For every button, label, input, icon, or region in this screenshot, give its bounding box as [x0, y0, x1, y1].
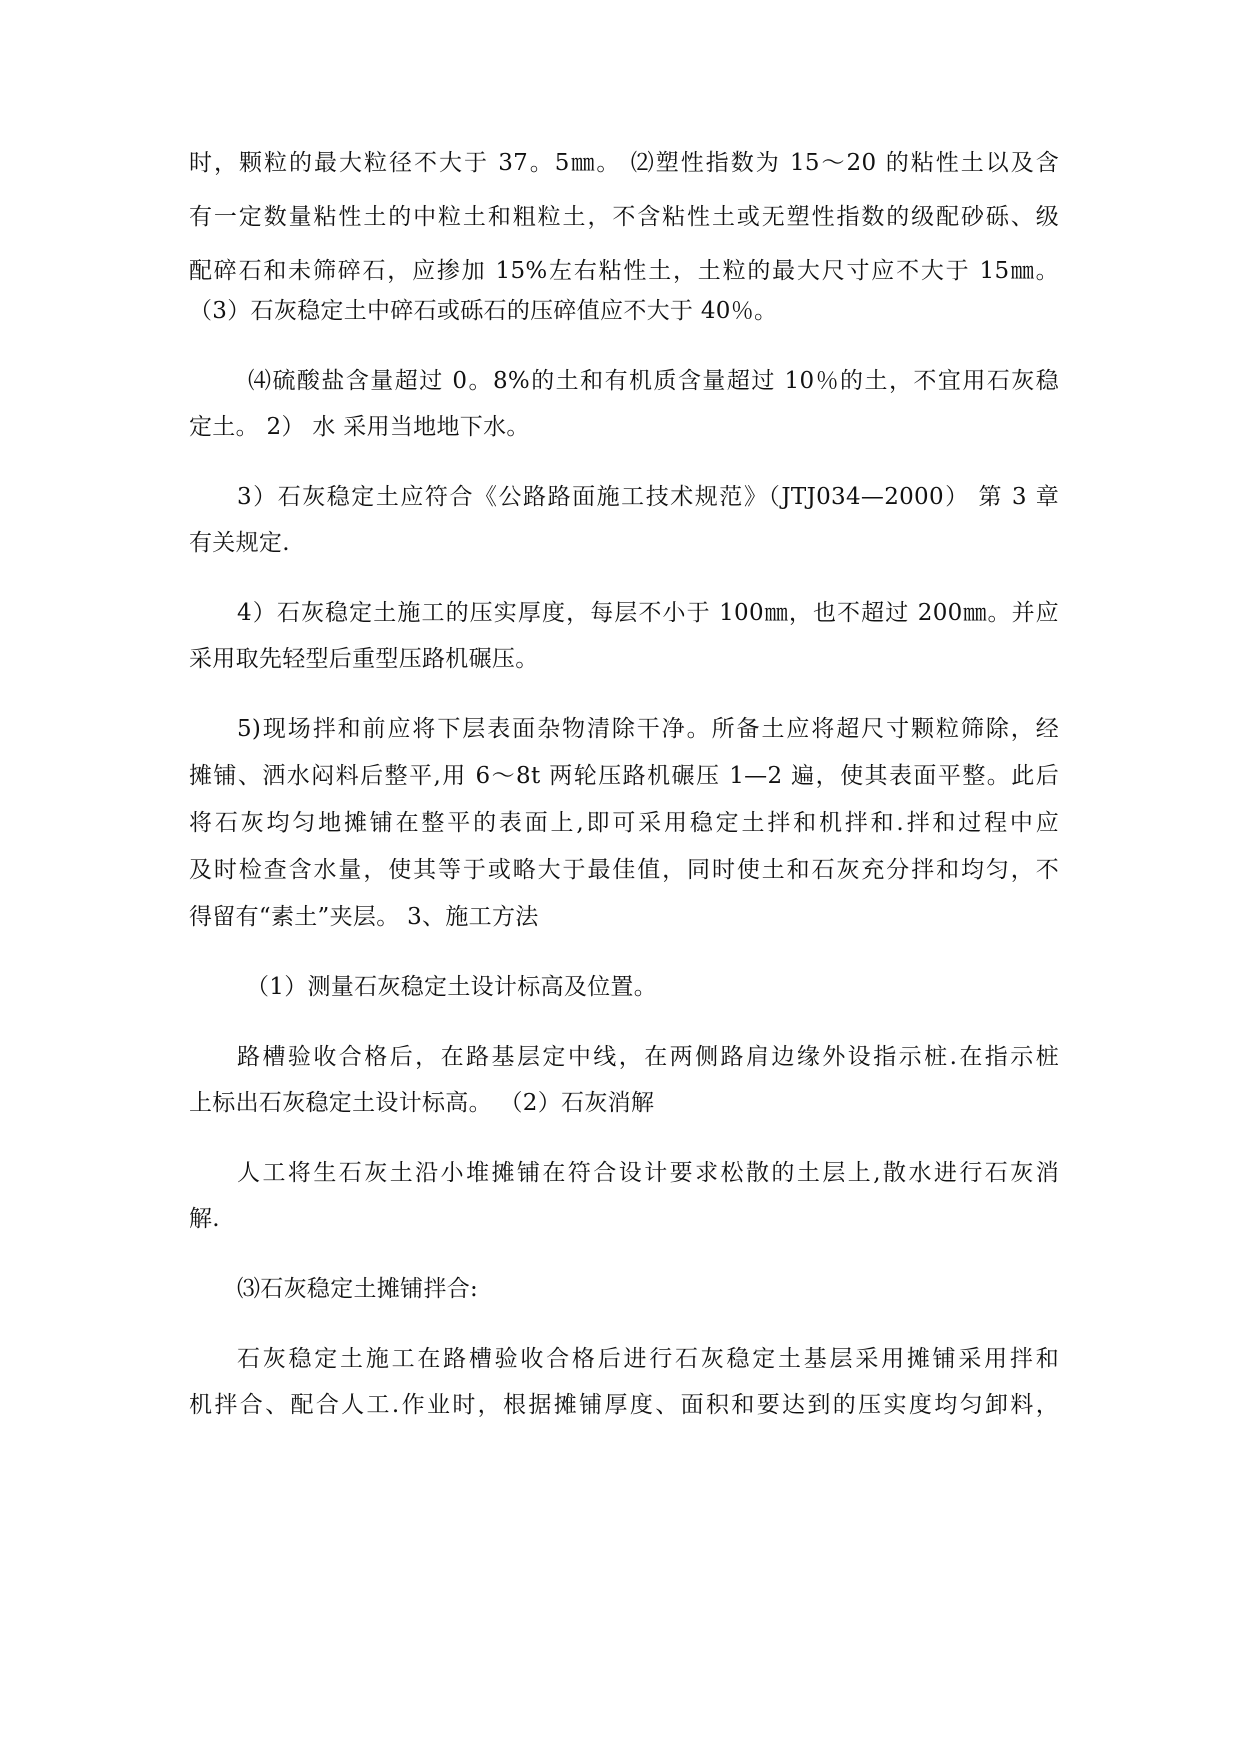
text-line: 配碎石和未筛碎石，应掺加 15%左右粘性土，土粒的最大尺寸应不大于 15㎜。 — [189, 258, 1059, 284]
text-line: 上标出石灰稳定土设计标高。 （2）石灰消解 — [189, 1090, 655, 1116]
text-line: 采用取先轻型后重型压路机碾压。 — [189, 646, 539, 672]
text-line: 将石灰均匀地摊铺在整平的表面上,即可采用稳定土拌和机拌和.拌和过程中应 — [189, 810, 1059, 836]
text-line: 定土。 2） 水 采用当地地下水。 — [189, 414, 530, 440]
text-line: ⑶石灰稳定土摊铺拌合: — [237, 1276, 479, 1302]
text-line: 3）石灰稳定土应符合《公路路面施工技术规范》（JTJ034—2000） 第 3 章 — [237, 484, 1059, 510]
text-line: 石灰稳定土施工在路槽验收合格后进行石灰稳定土基层采用摊铺采用拌和 — [237, 1346, 1059, 1372]
text-line: 解. — [189, 1206, 220, 1232]
text-line: （1）测量石灰稳定土设计标高及位置。 — [246, 974, 658, 1000]
text-line: 时，颗粒的最大粒径不大于 37。5㎜。 ⑵塑性指数为 15～20 的粘性土以及含 — [189, 150, 1059, 176]
text-line: 路槽验收合格后，在路基层定中线，在两侧路肩边缘外设指示桩.在指示桩 — [237, 1044, 1059, 1070]
text-line: 5)现场拌和前应将下层表面杂物清除干净。所备土应将超尺寸颗粒筛除，经 — [237, 716, 1059, 742]
text-line: 得留有“素土”夹层。 3、施工方法 — [189, 904, 539, 930]
text-line: （3）石灰稳定土中碎石或砾石的压碎值应不大于 40％。 — [189, 298, 778, 324]
text-line: 4）石灰稳定土施工的压实厚度，每层不小于 100㎜，也不超过 200㎜。并应 — [237, 600, 1059, 626]
text-line: 机拌合、配合人工.作业时，根据摊铺厚度、面积和要达到的压实度均匀卸料， — [189, 1392, 1059, 1418]
text-line: 有关规定. — [189, 530, 290, 556]
text-line: 摊铺、洒水闷料后整平,用 6～8t 两轮压路机碾压 1—2 遍，使其表面平整。此后 — [189, 763, 1059, 789]
text-line: 人工将生石灰土沿小堆摊铺在符合设计要求松散的土层上,散水进行石灰消 — [237, 1160, 1059, 1186]
text-line: 及时检查含水量，使其等于或略大于最佳值，同时使土和石灰充分拌和均匀，不 — [189, 857, 1059, 883]
text-line: 有一定数量粘性土的中粒土和粗粒土，不含粘性土或无塑性指数的级配砂砾、级 — [189, 204, 1059, 230]
text-line: ⑷硫酸盐含量超过 0。8%的土和有机质含量超过 10％的土，不宜用石灰稳 — [248, 368, 1059, 394]
